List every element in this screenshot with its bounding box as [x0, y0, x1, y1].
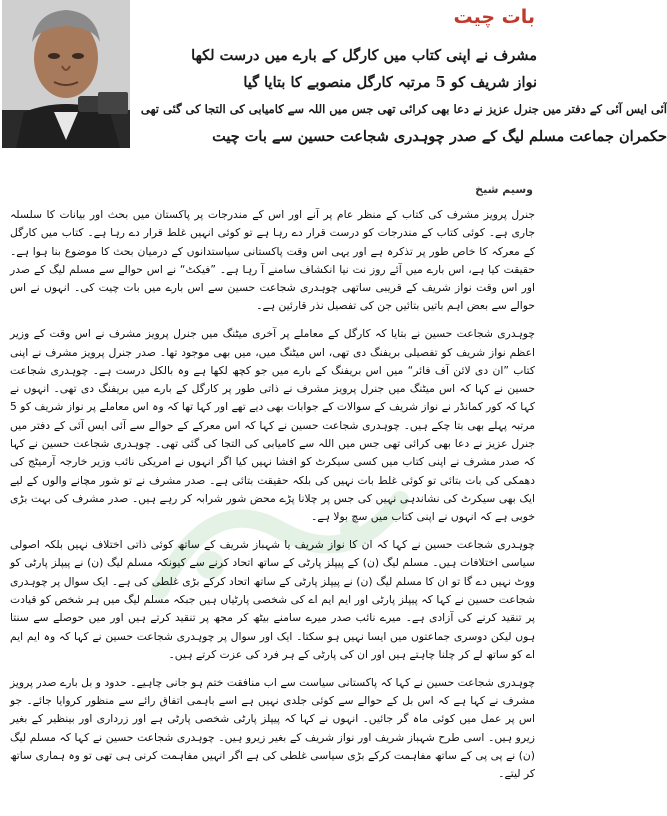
article-paragraph: چوہدری شجاعت حسین نے بتایا کہ کارگل کے معاملے پر آخری میٹنگ میں جنرل پرویز مشرف نے اس وقت کے وزیر اعظم نواز شریف کو تفصیلی بریفنگ دی تھی، اس میٹنگ میں، میں بھی موجود تھا۔ صدر جنرل پرویز مشرف نے اپنی کتاب ”ان دی لائن آف فائر“ میں اس بریفنگ کے بارے میں جو کچھ لکھا ہے وہ بالکل درست ہے۔ چوہدری شجاعت حسین نے کہا کہ اس میٹنگ میں جنرل پرویز مشرف نے ذاتی طور پر کارگل کے بارے میں بریفنگ دی تھی۔ انہوں نے کہا کہ کور کمانڈر نے نواز شریف کے سوالات کے جوابات بھی دیے تھے اور کہا تھا کہ وہ اس معاملے پر نواز شریف کو 5 مرتبہ پہلے بھی بتا چکے ہیں۔ چوہدری شجاعت حسین نے کہا کہ اس معرکے کے حوالے سے آئی ایس آئی کے دفتر میں جنرل عزیز نے دعا بھی کرائی تھی جس میں اللہ سے کامیابی کی التجا کی گئی تھی۔ چوہدری شجاعت حسین نے کہا کہ صدر مشرف نے اپنی کتاب میں کسی سیکرٹ کو افشا نہیں کیا اگر انہوں نے امریکی نائب وزیر خارجہ آرمیٹج کی دھمکی کی بات بتائی تو کوئی غلط بات نہیں کی بلکہ حقیقت بتائی ہے۔ صدر مشرف نے تو شور مچانے والوں کے لیے ایک بھی سیکرٹ کی نشاندہی نہیں کی جس پر چلانا پڑے محض شور شرابہ کر رہے ہیں۔ صدر مشرف کی بہت بڑی خوبی ہے کہ انہوں نے اپنی کتاب میں سچ بولا ہے۔ [10, 327, 535, 524]
article-body [10, 206, 535, 793]
headline-block [138, 42, 667, 150]
article-paragraph: چوہدری شجاعت حسین نے کہا کہ پاکستانی سیاست سے اب منافقت ختم ہو جانی چاہیے۔ حدود و بل بارے صدر پرویز مشرف نے کہا ہے کہ اس بل کے حوالے سے کوئی جلدی نہیں ہے اسے باہمی اتفاق رائے سے منظور کروایا جائے۔ جو اس پر عمل میں کوئی ماہ گر جائیں۔ انہوں نے کہا کہ پیپلز پارٹی شخصی پارٹی ہے اور زرداری اور بینظیر کے بغیر زیرو ہیں۔ اسی طرح شہباز شریف اور نواز شریف کے بغیر زیرو ہیں۔ چوہدری شجاعت حسین نے کہا کہ مسلم لیگ (ن) نے پی پی کے ساتھ مفاہمت کرکے بڑی سیاسی غلطی کی ہے اگر انہیں مفاہمت کرنی ہی تھی تو وہ ہماری ساتھ کر لیتے۔ [10, 675, 535, 781]
interviewee-photo [2, 0, 130, 148]
section-label: بات چیت [453, 6, 535, 28]
headline: آئی ایس آئی کے دفتر میں جنرل عزیز نے دعا بھی کرائی تھی جس میں اللہ سے کامیابی کی التجا کی گئی تھی [140, 102, 667, 116]
headline: حکمران جماعت مسلم لیگ کے صدر چوہدری شجاعت حسین سے بات چیت [212, 128, 667, 145]
article-paragraph: چوہدری شجاعت حسین نے کہا کہ ان کا نواز شریف یا شہباز شریف کے ساتھ کوئی ذاتی اختلاف نہیں بلکہ اصولی سیاسی اختلافات ہیں۔ مسلم لیگ (ن) کے پیپلز پارٹی کے ساتھ اتحاد کرنے سے کیونکہ مسلم لیگ (ن) نے پیپلز پارٹی کو ووٹ نہیں دے گا تو ان کا مسلم لیگ (ن) نے پیپلز پارٹی کے ساتھ اتحاد کرکے بڑی غلطی کی ہے۔ ایک سوال پر چوہدری شجاعت حسین نے کہا کہ پیپلز پارٹی اور ایم ایم اے کی شخصی پارٹیاں ہیں جبکہ مسلم لیگ میں ہر شخص کو قیادت پر تنقید کرنے کی آزادی ہے۔ میرے نائب صدر میرے سامنے بیٹھ کر مجھ پر تنقید کرتے ہیں اور میں حوصلے سے سنتا ہوں لیکن دوسری جماعتوں میں ایسا نہیں ہو سکتا۔ ایک اور سوال پر چوہدری شجاعت حسین نے کہا کہ وہ ایم ایم اے کو ساتھ لے کر چلنا چاہتے ہیں اور ان کی پارٹی کے ہر فرد کی عزت کرتے ہیں۔ [10, 538, 535, 661]
article-paragraph: جنرل پرویز مشرف کی کتاب کے منظر عام پر آنے اور اس کے مندرجات پر پاکستان میں بحث اور بیانات کا سلسلہ جاری ہے۔ کوئی کتاب کے مندرجات کو درست قرار دے رہا ہے تو کوئی انہیں غلط قرار دے رہا ہے۔ کتاب میں کارگل کے معرکہ کا خاص طور پر تذکرہ ہے اور یہی اس وقت پاکستانی سیاستدانوں کے درمیان بحث کا موضوع بنا ہوا ہے۔ حقیقت کیا ہے، اس بارے میں آئے روز نت نیا انکشاف سامنے آ رہا ہے۔ ”فیکٹ“ نے اس حوالے سے مسلم لیگ کے صدر اور اس وقت نواز شریف کے قریبی ساتھی چوہدری شجاعت حسین سے اس بارے میں بات چیت کی۔ انہوں نے اس حوالے سے بعض اہم باتیں بتائیں جن کی تفصیل نذر قارئین ہے۔ [10, 208, 535, 313]
headline: نواز شریف کو 5 مرتبہ کارگل منصوبے کا بتایا گیا [243, 74, 537, 91]
byline: وسیم شیخ [475, 183, 533, 196]
headline: مشرف نے اپنی کتاب میں کارگل کے بارے میں درست لکھا [191, 47, 537, 64]
